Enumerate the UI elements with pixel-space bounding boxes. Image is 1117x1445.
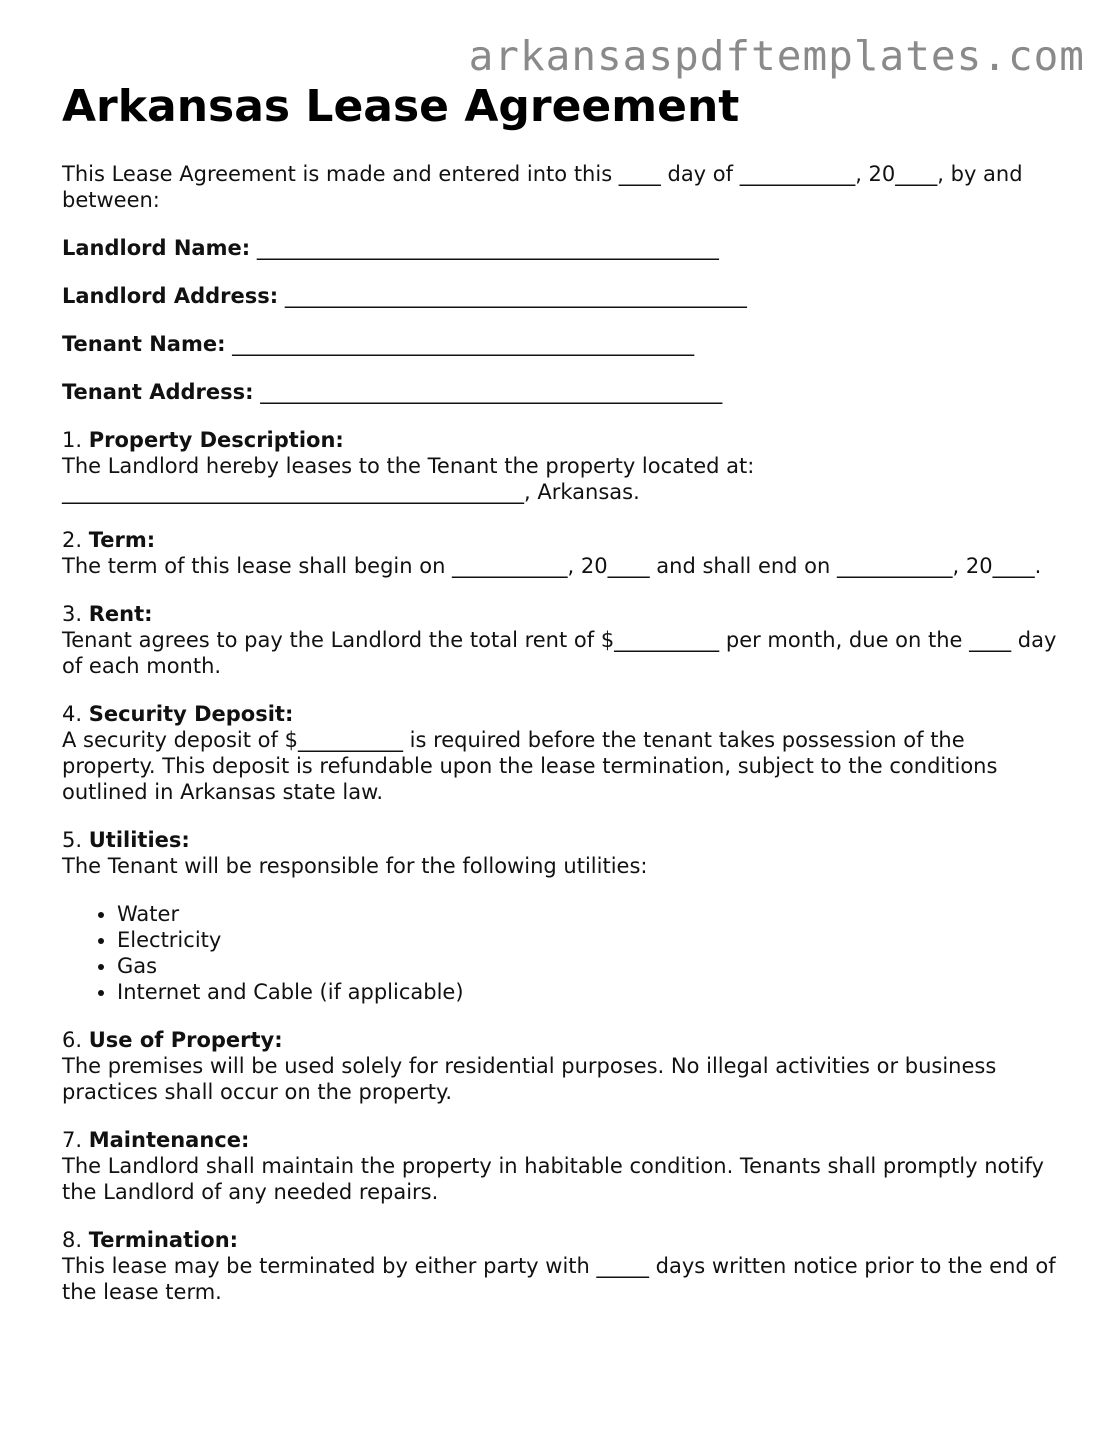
landlord-name-label: Landlord Name: bbox=[62, 236, 251, 260]
section-security-deposit bbox=[62, 701, 1062, 805]
section-title: Maintenance: bbox=[88, 1128, 250, 1152]
section-text: The Tenant will be responsible for the following utilities: bbox=[62, 854, 648, 878]
section-termination bbox=[62, 1227, 1062, 1305]
section-property-description bbox=[62, 427, 1062, 505]
section-heading bbox=[62, 1227, 1062, 1253]
section-title: Use of Property: bbox=[88, 1028, 283, 1052]
section-utilities bbox=[62, 827, 1062, 1005]
landlord-name-field[interactable] bbox=[62, 235, 1062, 261]
section-heading bbox=[62, 701, 1062, 727]
intro-paragraph: This Lease Agreement is made and entered into this ____ day of ___________, 20____, by and between: bbox=[62, 162, 1023, 212]
list-item: • Electricity bbox=[117, 927, 1062, 953]
section-number: 5. bbox=[62, 828, 83, 852]
tenant-address-blank[interactable]: ____________________________________________ bbox=[260, 380, 723, 404]
section-text: This lease may be terminated by either party with _____ days written notice prior to the end of the lease term. bbox=[62, 1254, 1056, 1304]
landlord-address-label: Landlord Address: bbox=[62, 284, 279, 308]
tenant-name-label: Tenant Name: bbox=[62, 332, 226, 356]
list-item: • Internet and Cable (if applicable) bbox=[117, 979, 1062, 1005]
section-heading bbox=[62, 827, 1062, 853]
tenant-address-field[interactable] bbox=[62, 379, 1062, 405]
section-heading bbox=[62, 601, 1062, 627]
section-use-of-property bbox=[62, 1027, 1062, 1105]
section-heading bbox=[62, 427, 1062, 453]
tenant-name-blank[interactable]: ____________________________________________ bbox=[232, 332, 695, 356]
document-body bbox=[62, 80, 1062, 1305]
section-maintenance bbox=[62, 1127, 1062, 1205]
section-heading bbox=[62, 1027, 1062, 1053]
section-title: Utilities: bbox=[88, 828, 190, 852]
landlord-name-blank[interactable]: ____________________________________________ bbox=[256, 236, 719, 260]
section-title: Property Description: bbox=[88, 428, 344, 452]
section-rent bbox=[62, 601, 1062, 679]
section-heading bbox=[62, 1127, 1062, 1153]
section-number: 6. bbox=[62, 1028, 83, 1052]
section-number: 1. bbox=[62, 428, 83, 452]
list-item: • Water bbox=[117, 901, 1062, 927]
landlord-address-blank[interactable]: ____________________________________________ bbox=[284, 284, 747, 308]
section-text: A security deposit of $__________ is required before the tenant takes possession of the property. This deposit is refundable upon the lease termination, subject to the conditions outlined in Arkansas state law. bbox=[62, 728, 998, 804]
section-number: 8. bbox=[62, 1228, 83, 1252]
section-title: Security Deposit: bbox=[88, 702, 294, 726]
utilities-list bbox=[62, 901, 1062, 1005]
section-text: Tenant agrees to pay the Landlord the total rent of $__________ per month, due on the ____ day of each month. bbox=[62, 628, 1057, 678]
section-text: The Landlord shall maintain the property in habitable condition. Tenants shall promptly notify the Landlord of any needed repairs. bbox=[62, 1154, 1044, 1204]
tenant-name-field[interactable] bbox=[62, 331, 1062, 357]
document-title: Arkansas Lease Agreement bbox=[62, 81, 740, 132]
section-number: 2. bbox=[62, 528, 83, 552]
section-heading bbox=[62, 527, 1062, 553]
section-number: 7. bbox=[62, 1128, 83, 1152]
section-title: Rent: bbox=[88, 602, 153, 626]
tenant-address-label: Tenant Address: bbox=[62, 380, 254, 404]
section-text: The Landlord hereby leases to the Tenant the property located at: ____________________________________________, Arkansas. bbox=[62, 454, 755, 504]
landlord-address-field[interactable] bbox=[62, 283, 1062, 309]
section-text: The term of this lease shall begin on ___________, 20____ and shall end on ___________, 20____. bbox=[62, 554, 1042, 578]
section-text: The premises will be used solely for residential purposes. No illegal activities or business practices shall occur on the property. bbox=[62, 1054, 997, 1104]
section-number: 4. bbox=[62, 702, 83, 726]
section-term bbox=[62, 527, 1062, 579]
section-title: Term: bbox=[88, 528, 156, 552]
list-item: • Gas bbox=[117, 953, 1062, 979]
section-title: Termination: bbox=[88, 1228, 239, 1252]
watermark: arkansaspdftemplates.com bbox=[468, 32, 1085, 80]
section-number: 3. bbox=[62, 602, 83, 626]
